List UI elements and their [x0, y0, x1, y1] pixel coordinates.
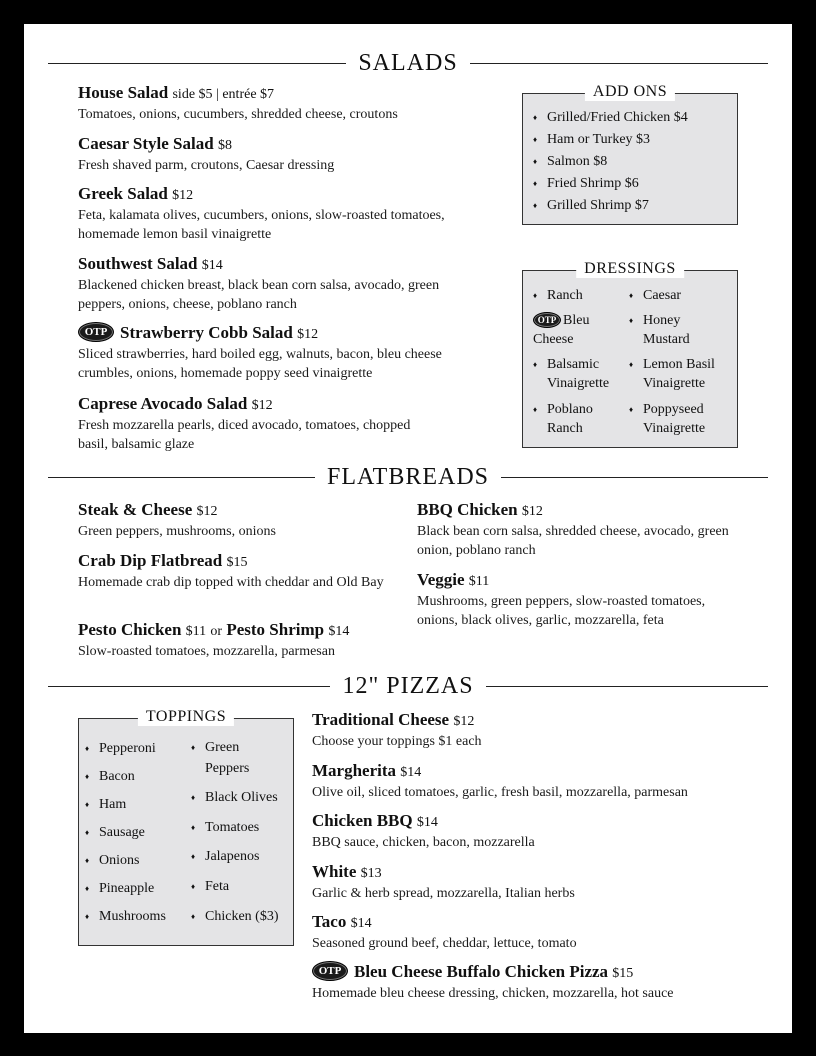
- item-price: $12: [521, 504, 543, 519]
- item-name: Margherita: [312, 761, 397, 780]
- pizzas-header: [48, 672, 768, 700]
- item-desc: Olive oil, sliced tomatoes, garlic, fresh basil, mozzarella, parmesan: [312, 785, 688, 800]
- dressing-poblano-ranch: ♦ Poblano Ranch: [533, 400, 627, 438]
- item-name: Caesar Style Salad: [78, 134, 214, 153]
- dressing-honey-mustard: ♦ Honey Mustard: [629, 311, 723, 349]
- list-item: ♦ Ham: [85, 791, 179, 819]
- item-desc: Homemade crab dip topped with cheddar and Old Bay: [78, 575, 384, 590]
- pizza-item-margherita: [312, 761, 762, 802]
- item-name: Southwest Salad: [78, 254, 198, 273]
- addons-box: [522, 83, 738, 225]
- flatbreads-title: FLATBREADS: [326, 463, 490, 490]
- item-price: $15: [612, 966, 634, 981]
- list-item: ♦ Ham or Turkey $3: [533, 129, 688, 151]
- salad-item-caesar: [78, 134, 478, 175]
- item-price: $14: [201, 258, 223, 273]
- item-desc: Garlic & herb spread, mozzarella, Italian herbs: [312, 886, 575, 901]
- item-price: $12: [172, 188, 194, 203]
- dressings-title: DRESSINGS: [576, 260, 684, 278]
- item-desc: Feta, kalamata olives, cucumbers, onions, slow-roasted tomatoes, homemade lemon basil vinaigrette: [78, 208, 445, 242]
- flatbread-item-crab-dip: [78, 551, 388, 592]
- pizza-item-traditional-cheese: [312, 710, 752, 751]
- list-item: ♦ Fried Shrimp $6: [533, 173, 688, 195]
- item-desc: Green peppers, mushrooms, onions: [78, 524, 276, 539]
- item-price: $8: [217, 138, 232, 153]
- dressing-label: Bleu Cheese: [533, 313, 590, 347]
- dressing-ranch: ♦ Ranch: [533, 286, 627, 305]
- list-item: ♦ Bacon: [85, 763, 179, 791]
- item-price: $13: [360, 866, 382, 881]
- item-price: $12: [196, 504, 218, 519]
- toppings-list-left: [85, 735, 179, 931]
- item-price: side $5 | entrée $7: [172, 87, 275, 102]
- item-name: Chicken BBQ: [312, 811, 413, 830]
- item-desc: Fresh mozzarella pearls, diced avocado, tomatoes, chopped basil, balsamic glaze: [78, 418, 411, 452]
- item-desc: Fresh shaved parm, croutons, Caesar dressing: [78, 158, 335, 173]
- item-price: $14: [416, 815, 438, 830]
- salads-title: SALADS: [358, 49, 458, 76]
- toppings-title: TOPPINGS: [138, 708, 234, 726]
- item-price: $12: [453, 714, 475, 729]
- item-price-alt: $14: [328, 624, 350, 639]
- item-desc: Mushrooms, green peppers, slow-roasted tomatoes, onions, black olives, garlic, mozzarella, feta: [417, 594, 706, 628]
- pizzas-title: 12" PIZZAS: [342, 672, 474, 699]
- item-name: Veggie: [417, 570, 465, 589]
- item-name: White: [312, 862, 357, 881]
- dressing-balsamic: ♦ Balsamic Vinaigrette: [533, 355, 633, 393]
- flatbread-item-steak-cheese: [78, 500, 388, 541]
- salad-item-strawberry-cobb: [78, 323, 478, 383]
- salad-item-greek: [78, 184, 448, 244]
- item-desc: Homemade bleu cheese dressing, chicken, mozzarella, hot sauce: [312, 986, 674, 1001]
- dressing-bleu-cheese: [533, 311, 615, 349]
- list-item: ♦ Pepperoni: [85, 735, 179, 763]
- item-desc: Slow-roasted tomatoes, mozzarella, parmesan: [78, 644, 335, 659]
- item-desc: Sliced strawberries, hard boiled egg, walnuts, bacon, bleu cheese crumbles, onions, homemade poppy seed vinaigrette: [78, 347, 442, 381]
- item-name-alt: Pesto Shrimp: [226, 620, 325, 639]
- item-or: or: [210, 624, 223, 639]
- pizza-item-taco: [312, 912, 752, 953]
- item-name: Pesto Chicken: [78, 620, 182, 639]
- salad-item-house: [78, 83, 478, 124]
- flatbread-item-pesto: [78, 620, 398, 661]
- pizza-item-bleu-cheese-buffalo: [312, 962, 762, 1003]
- pizza-item-chicken-bbq: [312, 811, 752, 852]
- dressing-poppyseed: ♦ Poppyseed Vinaigrette: [629, 400, 733, 438]
- flatbread-item-veggie: [417, 570, 742, 630]
- item-name: Taco: [312, 912, 347, 931]
- salads-header: [48, 49, 768, 77]
- topping-green-peppers: ♦ Green Peppers: [191, 737, 287, 779]
- item-name: Greek Salad: [78, 184, 168, 203]
- topping-feta: ♦ Feta: [191, 877, 295, 896]
- menu-page: [24, 24, 792, 1033]
- pizza-item-white: [312, 862, 752, 903]
- list-item: ♦ Grilled Shrimp $7: [533, 195, 688, 217]
- item-desc: Seasoned ground beef, cheddar, lettuce, tomato: [312, 936, 577, 951]
- dressings-box: [522, 260, 738, 448]
- item-name: Crab Dip Flatbread: [78, 551, 223, 570]
- salad-item-caprese-avocado: [78, 394, 418, 454]
- item-name: Caprese Avocado Salad: [78, 394, 248, 413]
- topping-tomatoes: ♦ Tomatoes: [191, 818, 295, 837]
- item-name: Strawberry Cobb Salad: [120, 323, 293, 342]
- list-item: ♦ Salmon $8: [533, 151, 688, 173]
- item-price: $12: [251, 398, 273, 413]
- item-name: BBQ Chicken: [417, 500, 518, 519]
- flatbreads-header: [48, 463, 768, 491]
- addons-list: [533, 107, 688, 217]
- list-item: ♦ Grilled/Fried Chicken $4: [533, 107, 688, 129]
- item-desc: Blackened chicken breast, black bean corn salsa, avocado, green peppers, onions, cheese, poblano ranch: [78, 278, 440, 312]
- dressing-caesar: ♦ Caesar: [629, 286, 733, 305]
- item-desc: BBQ sauce, chicken, bacon, mozzarella: [312, 835, 535, 850]
- item-desc: Choose your toppings $1 each: [312, 734, 482, 749]
- item-price: $15: [226, 555, 248, 570]
- item-name: Bleu Cheese Buffalo Chicken Pizza: [354, 962, 609, 981]
- list-item: ♦ Onions: [85, 847, 179, 875]
- topping-jalapenos: ♦ Jalapenos: [191, 847, 295, 866]
- topping-chicken: ♦ Chicken ($3): [191, 907, 295, 926]
- otp-badge-icon: OTP: [312, 961, 348, 981]
- item-desc: Black bean corn salsa, shredded cheese, avocado, green onion, poblano ranch: [417, 524, 729, 558]
- list-item: ♦ Mushrooms: [85, 903, 179, 931]
- item-name: Steak & Cheese: [78, 500, 193, 519]
- salad-item-southwest: [78, 254, 463, 314]
- flatbread-item-bbq-chicken: [417, 500, 742, 560]
- addons-title: ADD ONS: [585, 83, 675, 101]
- item-name: Traditional Cheese: [312, 710, 450, 729]
- dressing-lemon-basil: ♦ Lemon Basil Vinaigrette: [629, 355, 733, 393]
- otp-badge-icon: OTP: [533, 312, 561, 328]
- otp-badge-icon: OTP: [78, 322, 114, 342]
- item-name: House Salad: [78, 83, 169, 102]
- item-desc: Tomatoes, onions, cucumbers, shredded cheese, croutons: [78, 107, 398, 122]
- toppings-box: [78, 708, 294, 946]
- item-price: $12: [297, 327, 319, 342]
- item-price: $14: [350, 916, 372, 931]
- list-item: ♦ Sausage: [85, 819, 179, 847]
- list-item: ♦ Pineapple: [85, 875, 179, 903]
- item-price: $11: [468, 574, 490, 589]
- item-price: $14: [400, 765, 422, 780]
- topping-black-olives: ♦ Black Olives: [191, 788, 295, 807]
- item-price: $11: [185, 624, 207, 639]
